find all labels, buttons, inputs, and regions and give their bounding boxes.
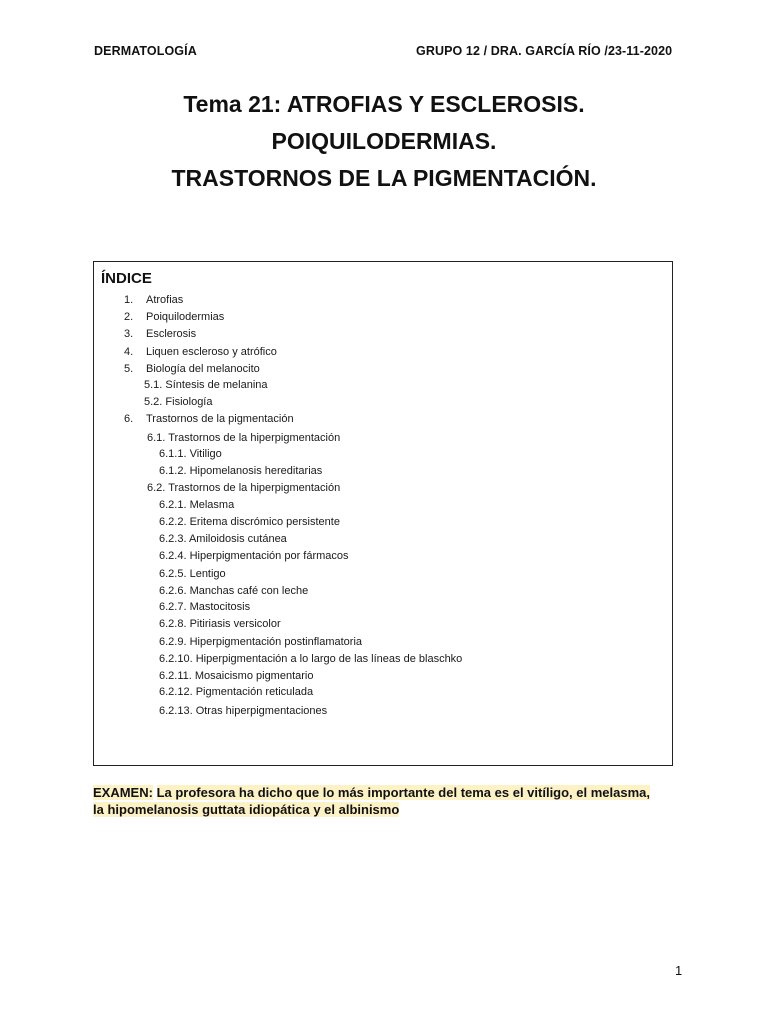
header-group-info: GRUPO 12 / DRA. GARCÍA RÍO /23-11-2020 [416,44,673,58]
index-item-label: 6.2.5. Lentigo [159,568,226,580]
index-item-label: 6.2.3. Amiloidosis cutánea [159,533,287,545]
index-item-label: Poiquilodermias [146,311,225,323]
title-line-2: POIQUILODERMIAS. [271,128,497,154]
index-item-label: 6.2.12. Pigmentación reticulada [159,686,314,698]
index-item-label: 6.2. Trastornos de la hiperpigmentación [147,482,341,494]
index-item-label: 5.2. Fisiología [144,396,213,408]
index-item-label: 6.2.2. Eritema discrómico persistente [159,516,340,528]
index-item-number: 4. [124,346,134,358]
title-line-3: TRASTORNOS DE LA PIGMENTACIÓN. [171,165,597,191]
exam-label: EXAMEN: [93,785,153,800]
document-title [0,86,768,197]
index-item-label: 6.1. Trastornos de la hiperpigmentación [147,432,341,444]
index-item-label: 6.1.1. Vitiligo [159,448,222,460]
page-number: 1 [675,963,683,978]
index-item-label: 5.1. Síntesis de melanina [144,379,268,391]
index-item-label: 6.2.13. Otras hiperpigmentaciones [159,705,328,717]
index-item-label: 6.2.11. Mosaicismo pigmentario [159,670,314,682]
index-item-label: Trastornos de la pigmentación [146,413,294,425]
exam-note [93,784,653,818]
index-heading: ÍNDICE [101,270,152,287]
index-item-label: 6.2.4. Hiperpigmentación por fármacos [159,550,349,562]
index-item-number: 2. [124,311,134,323]
index-item-label: 6.2.9. Hiperpigmentación postinflamatoria [159,636,363,648]
index-item-number: 6. [124,413,134,425]
index-item-label: Atrofias [146,294,184,306]
index-box [93,261,673,766]
index-item-label: Biología del melanocito [146,363,260,375]
index-item-number: 1. [124,294,134,306]
index-item-label: 6.2.1. Melasma [159,499,235,511]
index-item-number: 3. [124,328,134,340]
index-item-label: Esclerosis [146,328,197,340]
header-subject: DERMATOLOGÍA [94,44,197,58]
index-item-label: 6.2.6. Manchas café con leche [159,585,309,597]
index-item-number: 5. [124,363,134,375]
index-item-label: Liquen escleroso y atrófico [146,346,277,358]
index-item-label: 6.2.8. Pitiriasis versicolor [159,618,281,630]
index-item-label: 6.1.2. Hipomelanosis hereditarias [159,465,323,477]
index-item-label: 6.2.7. Mastocitosis [159,601,251,613]
title-line-1: Tema 21: ATROFIAS Y ESCLEROSIS. [183,91,585,117]
index-item-label: 6.2.10. Hiperpigmentación a lo largo de las líneas de blaschko [159,653,463,665]
exam-text: La profesora ha dicho que lo más importante del tema es el vitíligo, el melasma, la hipomelanosis guttata idiopática y el albinismo [93,785,651,817]
